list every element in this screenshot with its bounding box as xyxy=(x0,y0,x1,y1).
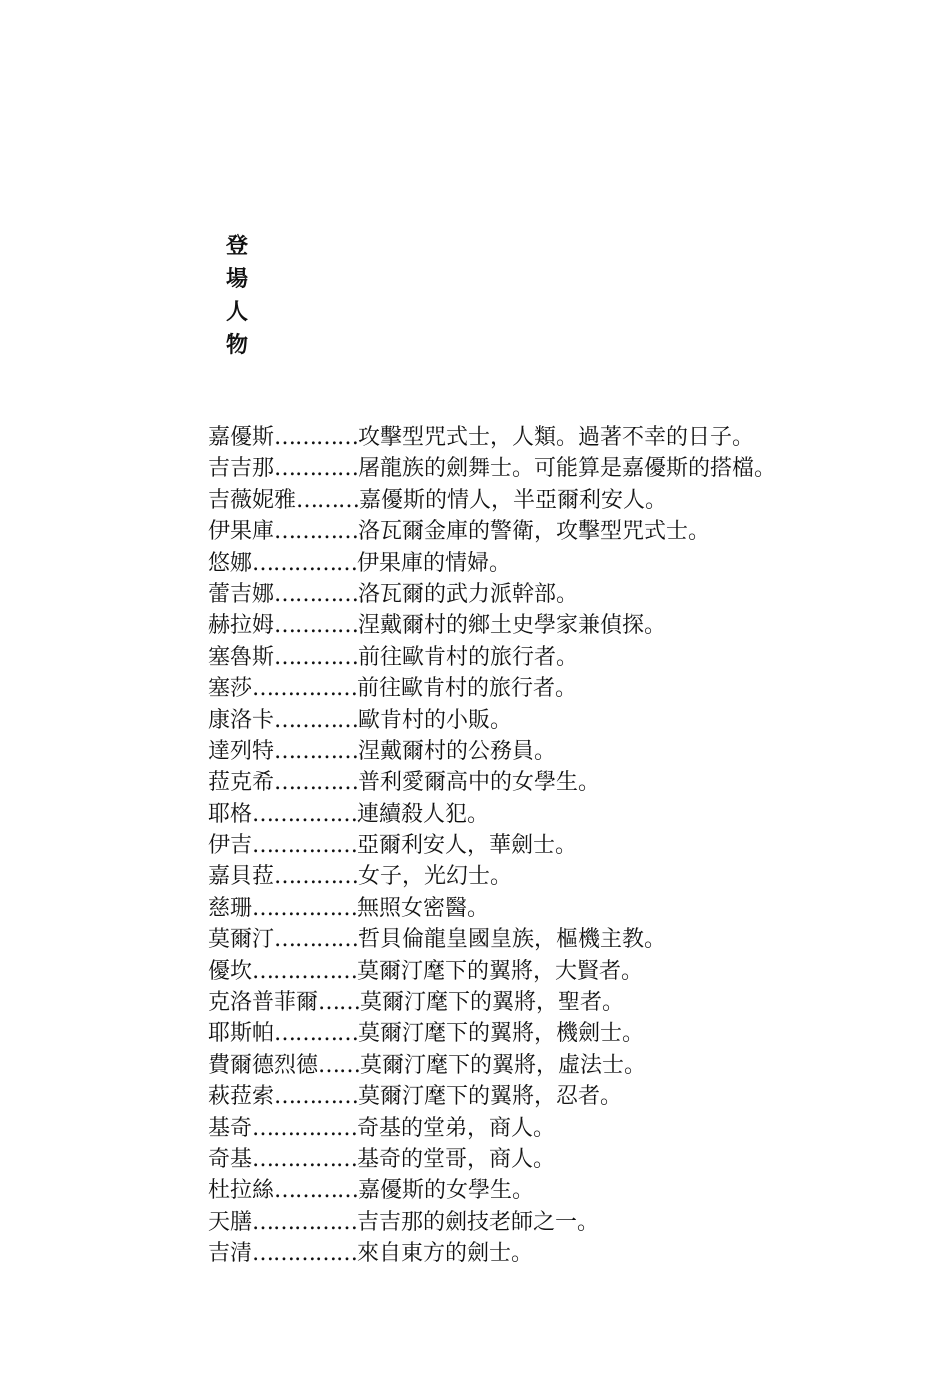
leader-dots: ………… xyxy=(274,456,359,482)
character-name: 耶格 xyxy=(208,801,253,827)
leader-dots: ………… xyxy=(274,581,359,607)
character-description: 女子，光幻士。 xyxy=(358,864,513,890)
character-description: 奇基的堂弟，商人。 xyxy=(357,1115,556,1141)
character-entry xyxy=(208,516,848,547)
character-name: 萩菈索 xyxy=(208,1084,275,1110)
character-description: 連續殺人犯。 xyxy=(357,801,490,827)
leader-dots: …………… xyxy=(252,958,358,984)
character-name: 嘉優斯 xyxy=(208,425,275,450)
character-description: 涅戴爾村的鄉土史學家兼偵探。 xyxy=(358,613,667,639)
character-entry xyxy=(208,610,848,641)
character-description: 前往歐肯村的旅行者。 xyxy=(357,676,578,702)
character-description: 莫爾汀麾下的翼將，忍者。 xyxy=(358,1084,623,1110)
character-description: 無照女密醫。 xyxy=(357,895,490,921)
leader-dots: ………… xyxy=(274,613,359,639)
leader-dots: …………… xyxy=(252,1146,358,1172)
leader-dots: ………… xyxy=(274,1021,359,1047)
character-description: 嘉優斯的女學生。 xyxy=(358,1178,535,1204)
character-list xyxy=(208,422,848,1270)
character-name: 基奇 xyxy=(208,1115,253,1141)
leader-dots: ………… xyxy=(274,707,359,733)
character-entry xyxy=(208,422,848,453)
character-entry xyxy=(208,1175,848,1206)
character-entry xyxy=(208,485,848,516)
character-name: 達列特 xyxy=(208,738,275,764)
character-entry xyxy=(208,1018,848,1049)
character-description: 亞爾利安人，華劍士。 xyxy=(357,833,578,859)
character-name: 菈克希 xyxy=(208,770,275,796)
leader-dots: …… xyxy=(318,1052,361,1078)
leader-dots: ………… xyxy=(274,425,359,450)
character-entry xyxy=(208,1238,848,1269)
character-description: 歐肯村的小販。 xyxy=(358,707,513,733)
heading-char: 登 xyxy=(225,233,248,259)
leader-dots: …………… xyxy=(252,895,358,921)
character-entry xyxy=(208,453,848,484)
character-name: 耶斯帕 xyxy=(208,1021,275,1047)
character-entry xyxy=(208,987,848,1018)
character-name: 奇基 xyxy=(208,1146,253,1172)
character-name: 克洛普菲爾 xyxy=(208,990,319,1016)
character-name: 莫爾汀 xyxy=(208,927,275,953)
character-name: 塞魯斯 xyxy=(208,644,275,670)
character-entry xyxy=(208,1050,848,1081)
page-heading xyxy=(222,230,252,362)
leader-dots: ………… xyxy=(274,927,359,953)
character-name: 伊吉 xyxy=(208,833,253,859)
heading-char: 場 xyxy=(225,266,248,292)
character-entry xyxy=(208,956,848,987)
leader-dots: …… xyxy=(318,990,361,1016)
character-entry xyxy=(208,1144,848,1175)
character-entry xyxy=(208,830,848,861)
character-description: 前往歐肯村的旅行者。 xyxy=(358,644,579,670)
leader-dots: ………… xyxy=(274,864,359,890)
leader-dots: ………… xyxy=(274,644,359,670)
character-name: 吉清 xyxy=(208,1241,253,1267)
character-description: 莫爾汀麾下的翼將，聖者。 xyxy=(360,990,625,1016)
character-description: 伊果庫的情婦。 xyxy=(357,550,512,576)
character-description: 屠龍族的劍舞士。可能算是嘉優斯的搭檔。 xyxy=(358,456,777,482)
character-description: 基奇的堂哥，商人。 xyxy=(357,1146,556,1172)
character-entry xyxy=(208,579,848,610)
leader-dots: …………… xyxy=(252,676,358,702)
character-name: 悠娜 xyxy=(208,550,253,576)
heading-char: 人 xyxy=(225,299,248,325)
character-entry xyxy=(208,705,848,736)
character-description: 洛瓦爾的武力派幹部。 xyxy=(358,581,579,607)
leader-dots: ………… xyxy=(274,770,359,796)
leader-dots: ………… xyxy=(274,738,359,764)
character-description: 吉吉那的劍技老師之一。 xyxy=(357,1209,600,1235)
character-entry xyxy=(208,924,848,955)
character-entry xyxy=(208,673,848,704)
heading-char: 物 xyxy=(225,332,248,358)
character-description: 來自東方的劍士。 xyxy=(357,1241,534,1267)
character-description: 莫爾汀麾下的翼將，虛法士。 xyxy=(360,1052,647,1078)
character-entry xyxy=(208,736,848,767)
leader-dots: …………… xyxy=(252,550,358,576)
character-entry xyxy=(208,1113,848,1144)
character-description: 莫爾汀麾下的翼將，大賢者。 xyxy=(357,958,644,984)
character-description: 莫爾汀麾下的翼將，機劍士。 xyxy=(358,1021,645,1047)
character-entry xyxy=(208,1207,848,1238)
character-name: 優坎 xyxy=(208,958,253,984)
character-description: 洛瓦爾金庫的警衛，攻擊型咒式士。 xyxy=(358,519,711,545)
character-description: 哲貝倫龍皇國皇族，樞機主教。 xyxy=(358,927,667,953)
character-entry xyxy=(208,861,848,892)
leader-dots: ………… xyxy=(274,1084,359,1110)
leader-dots: ……… xyxy=(296,487,360,513)
character-name: 吉薇妮雅 xyxy=(208,487,297,513)
character-name: 蕾吉娜 xyxy=(208,581,275,607)
character-entry xyxy=(208,767,848,798)
character-description: 普利愛爾高中的女學生。 xyxy=(358,770,601,796)
character-name: 費爾德烈德 xyxy=(208,1052,319,1078)
character-name: 嘉貝菈 xyxy=(208,864,275,890)
leader-dots: …………… xyxy=(252,801,358,827)
character-name: 天膳 xyxy=(208,1209,253,1235)
character-name: 慈珊 xyxy=(208,895,253,921)
character-entry xyxy=(208,1081,848,1112)
character-name: 塞莎 xyxy=(208,676,253,702)
character-description: 涅戴爾村的公務員。 xyxy=(358,738,557,764)
character-name: 吉吉那 xyxy=(208,456,275,482)
character-name: 赫拉姆 xyxy=(208,613,275,639)
character-name: 康洛卡 xyxy=(208,707,275,733)
character-description: 嘉優斯的情人，半亞爾利安人。 xyxy=(359,487,668,513)
leader-dots: ………… xyxy=(274,1178,359,1204)
leader-dots: …………… xyxy=(252,833,358,859)
character-name: 伊果庫 xyxy=(208,519,275,545)
character-description: 攻擊型咒式士，人類。過著不幸的日子。 xyxy=(358,425,755,450)
character-entry xyxy=(208,799,848,830)
leader-dots: ………… xyxy=(274,519,359,545)
leader-dots: …………… xyxy=(252,1115,358,1141)
character-entry xyxy=(208,548,848,579)
leader-dots: …………… xyxy=(252,1209,358,1235)
leader-dots: …………… xyxy=(252,1241,358,1267)
character-entry xyxy=(208,642,848,673)
character-entry xyxy=(208,893,848,924)
character-name: 杜拉絲 xyxy=(208,1178,275,1204)
